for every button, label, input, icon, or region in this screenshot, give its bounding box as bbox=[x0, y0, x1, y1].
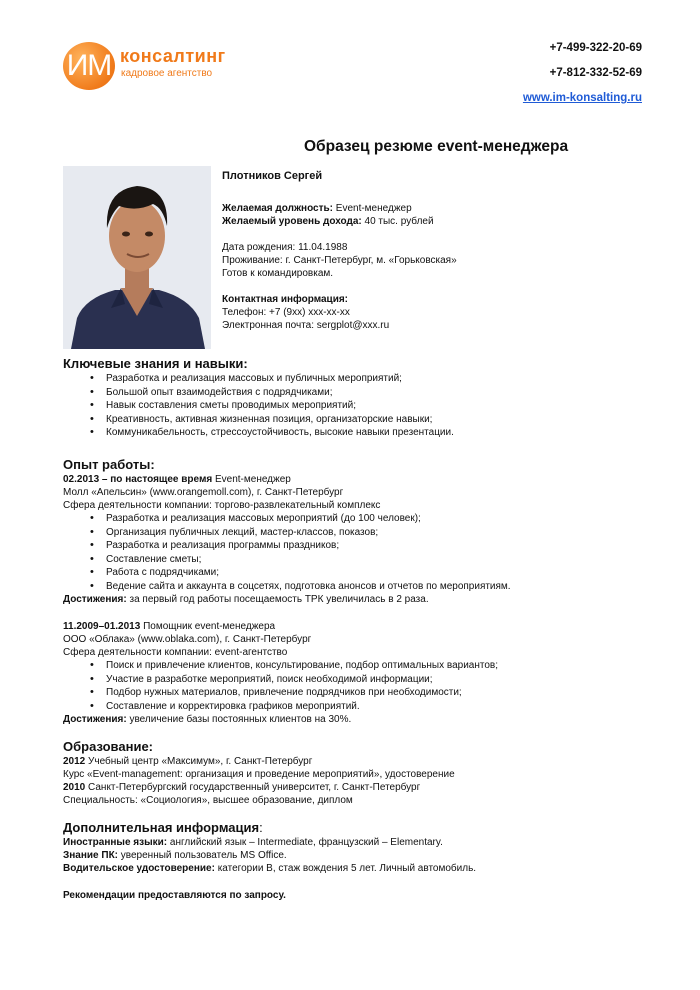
list-item: • Креативность, активная жизненная позиция, организаторские навыки; bbox=[106, 413, 660, 427]
skills-list bbox=[63, 372, 660, 440]
job2-company: ООО «Облака» (www.oblaka.com), г. Санкт-Петербург bbox=[63, 634, 312, 645]
list-item: • Организация публичных лекций, мастер-классов, показов; bbox=[106, 526, 660, 540]
candidate-name: Плотников Сергей bbox=[222, 170, 323, 182]
education-section bbox=[63, 740, 660, 807]
list-item: • Составление сметы; bbox=[106, 553, 660, 567]
education-course: Курс «Event-management: организация и проведение мероприятий», удостоверение bbox=[63, 769, 455, 780]
list-item: • Большой опыт взаимодействия с подрядчиками; bbox=[106, 386, 660, 400]
list-item: • Составление и корректировка графиков мероприятий. bbox=[106, 700, 660, 714]
additional-section bbox=[63, 821, 660, 902]
birth-date: Дата рождения: 11.04.1988 bbox=[222, 242, 348, 253]
skills-section bbox=[63, 357, 660, 440]
education-item-2: 2010 Санкт-Петербургский государственный университет, г. Санкт-Петербург bbox=[63, 782, 421, 793]
list-item: • Подбор нужных материалов, привлечение подрядчиков при необходимости; bbox=[106, 686, 660, 700]
job2-achievement: Достижения: увеличение базы постоянных клиентов на 30%. bbox=[63, 714, 352, 725]
website-link[interactable]: www.im-konsalting.ru bbox=[522, 92, 642, 104]
contact-info-label: Контактная информация: bbox=[222, 294, 349, 305]
desired-position: Желаемая должность: Event-менеджер bbox=[222, 203, 412, 214]
list-item: • Разработка и реализация массовых и публичных мероприятий; bbox=[106, 372, 660, 386]
list-item: • Разработка и реализация массовых мероприятий (до 100 человек); bbox=[106, 512, 660, 526]
job1-sphere: Сфера деятельности компании: торгово-развлекательный комплекс bbox=[63, 500, 381, 511]
company-logo bbox=[63, 40, 243, 90]
job1-company: Молл «Апельсин» (www.orangemoll.com), г. Санкт-Петербург bbox=[63, 487, 344, 498]
skills-heading: Ключевые знания и навыки: bbox=[63, 356, 248, 371]
job2-title: 11.2009–01.2013 Помощник event-менеджера bbox=[63, 621, 276, 632]
additional-heading: Дополнительная информация: bbox=[63, 820, 263, 835]
education-heading: Образование: bbox=[63, 739, 154, 754]
candidate-phone: Телефон: +7 (9хх) ххх-хх-хх bbox=[222, 307, 350, 318]
recommendations: Рекомендации предоставляются по запросу. bbox=[63, 890, 286, 901]
job1-title: 02.2013 – по настоящее время Event-менеджер bbox=[63, 474, 291, 485]
travel-readiness: Готов к командировкам. bbox=[222, 268, 334, 279]
agency-contacts bbox=[523, 42, 642, 117]
job2-sphere: Сфера деятельности компании: event-агентство bbox=[63, 647, 288, 658]
candidate-email: Электронная почта: sergplot@xxx.ru bbox=[222, 320, 390, 331]
job1-achievement: Достижения: за первый год работы посещаемость ТРК увеличилась в 2 раза. bbox=[63, 594, 429, 605]
list-item: • Коммуникабельность, стрессоустойчивость, высокие навыки презентации. bbox=[106, 426, 660, 440]
list-item: • Навык составления сметы проводимых мероприятий; bbox=[106, 399, 660, 413]
list-item: • Поиск и привлечение клиентов, консультирование, подбор оптимальных вариантов; bbox=[106, 659, 660, 673]
logo-brand: консалтинг bbox=[120, 46, 226, 66]
document-title: Образец резюме event-менеджера bbox=[304, 138, 569, 155]
list-item: • Разработка и реализация программы праздников; bbox=[106, 539, 660, 553]
candidate-photo bbox=[63, 166, 211, 349]
education-item-1: 2012 Учебный центр «Максимум», г. Санкт-Петербург bbox=[63, 756, 313, 767]
phone-1: +7-499-322-20-69 bbox=[549, 42, 642, 54]
job2-duties bbox=[63, 659, 660, 713]
list-item: • Ведение сайта и аккаунта в соцсетях, подготовка анонсов и отчетов по мероприятиям. bbox=[106, 580, 660, 594]
list-item: • Работа с подрядчиками; bbox=[106, 566, 660, 580]
pc-skills: Знание ПК: уверенный пользователь MS Office. bbox=[63, 850, 287, 861]
logo-tagline: кадровое агентство bbox=[121, 68, 213, 79]
phone-2: +7-812-332-52-69 bbox=[549, 67, 642, 79]
list-item: • Участие в разработке мероприятий, поиск необходимой информации; bbox=[106, 673, 660, 687]
experience-heading: Опыт работы: bbox=[63, 457, 155, 472]
languages: Иностранные языки: английский язык – Intermediate, французский – Elementary. bbox=[63, 837, 443, 848]
desired-income: Желаемый уровень дохода: 40 тыс. рублей bbox=[222, 216, 434, 227]
job1-duties bbox=[63, 512, 660, 593]
education-specialty: Специальность: «Социология», высшее образование, диплом bbox=[63, 795, 353, 806]
driving-license: Водительское удостоверение: категории B, стаж вождения 5 лет. Личный автомобиль. bbox=[63, 863, 477, 874]
residence: Проживание: г. Санкт-Петербург, м. «Горьковская» bbox=[222, 255, 457, 266]
personal-info bbox=[222, 170, 457, 332]
experience-section bbox=[63, 458, 660, 726]
logo-mark: ИМ bbox=[63, 42, 115, 90]
